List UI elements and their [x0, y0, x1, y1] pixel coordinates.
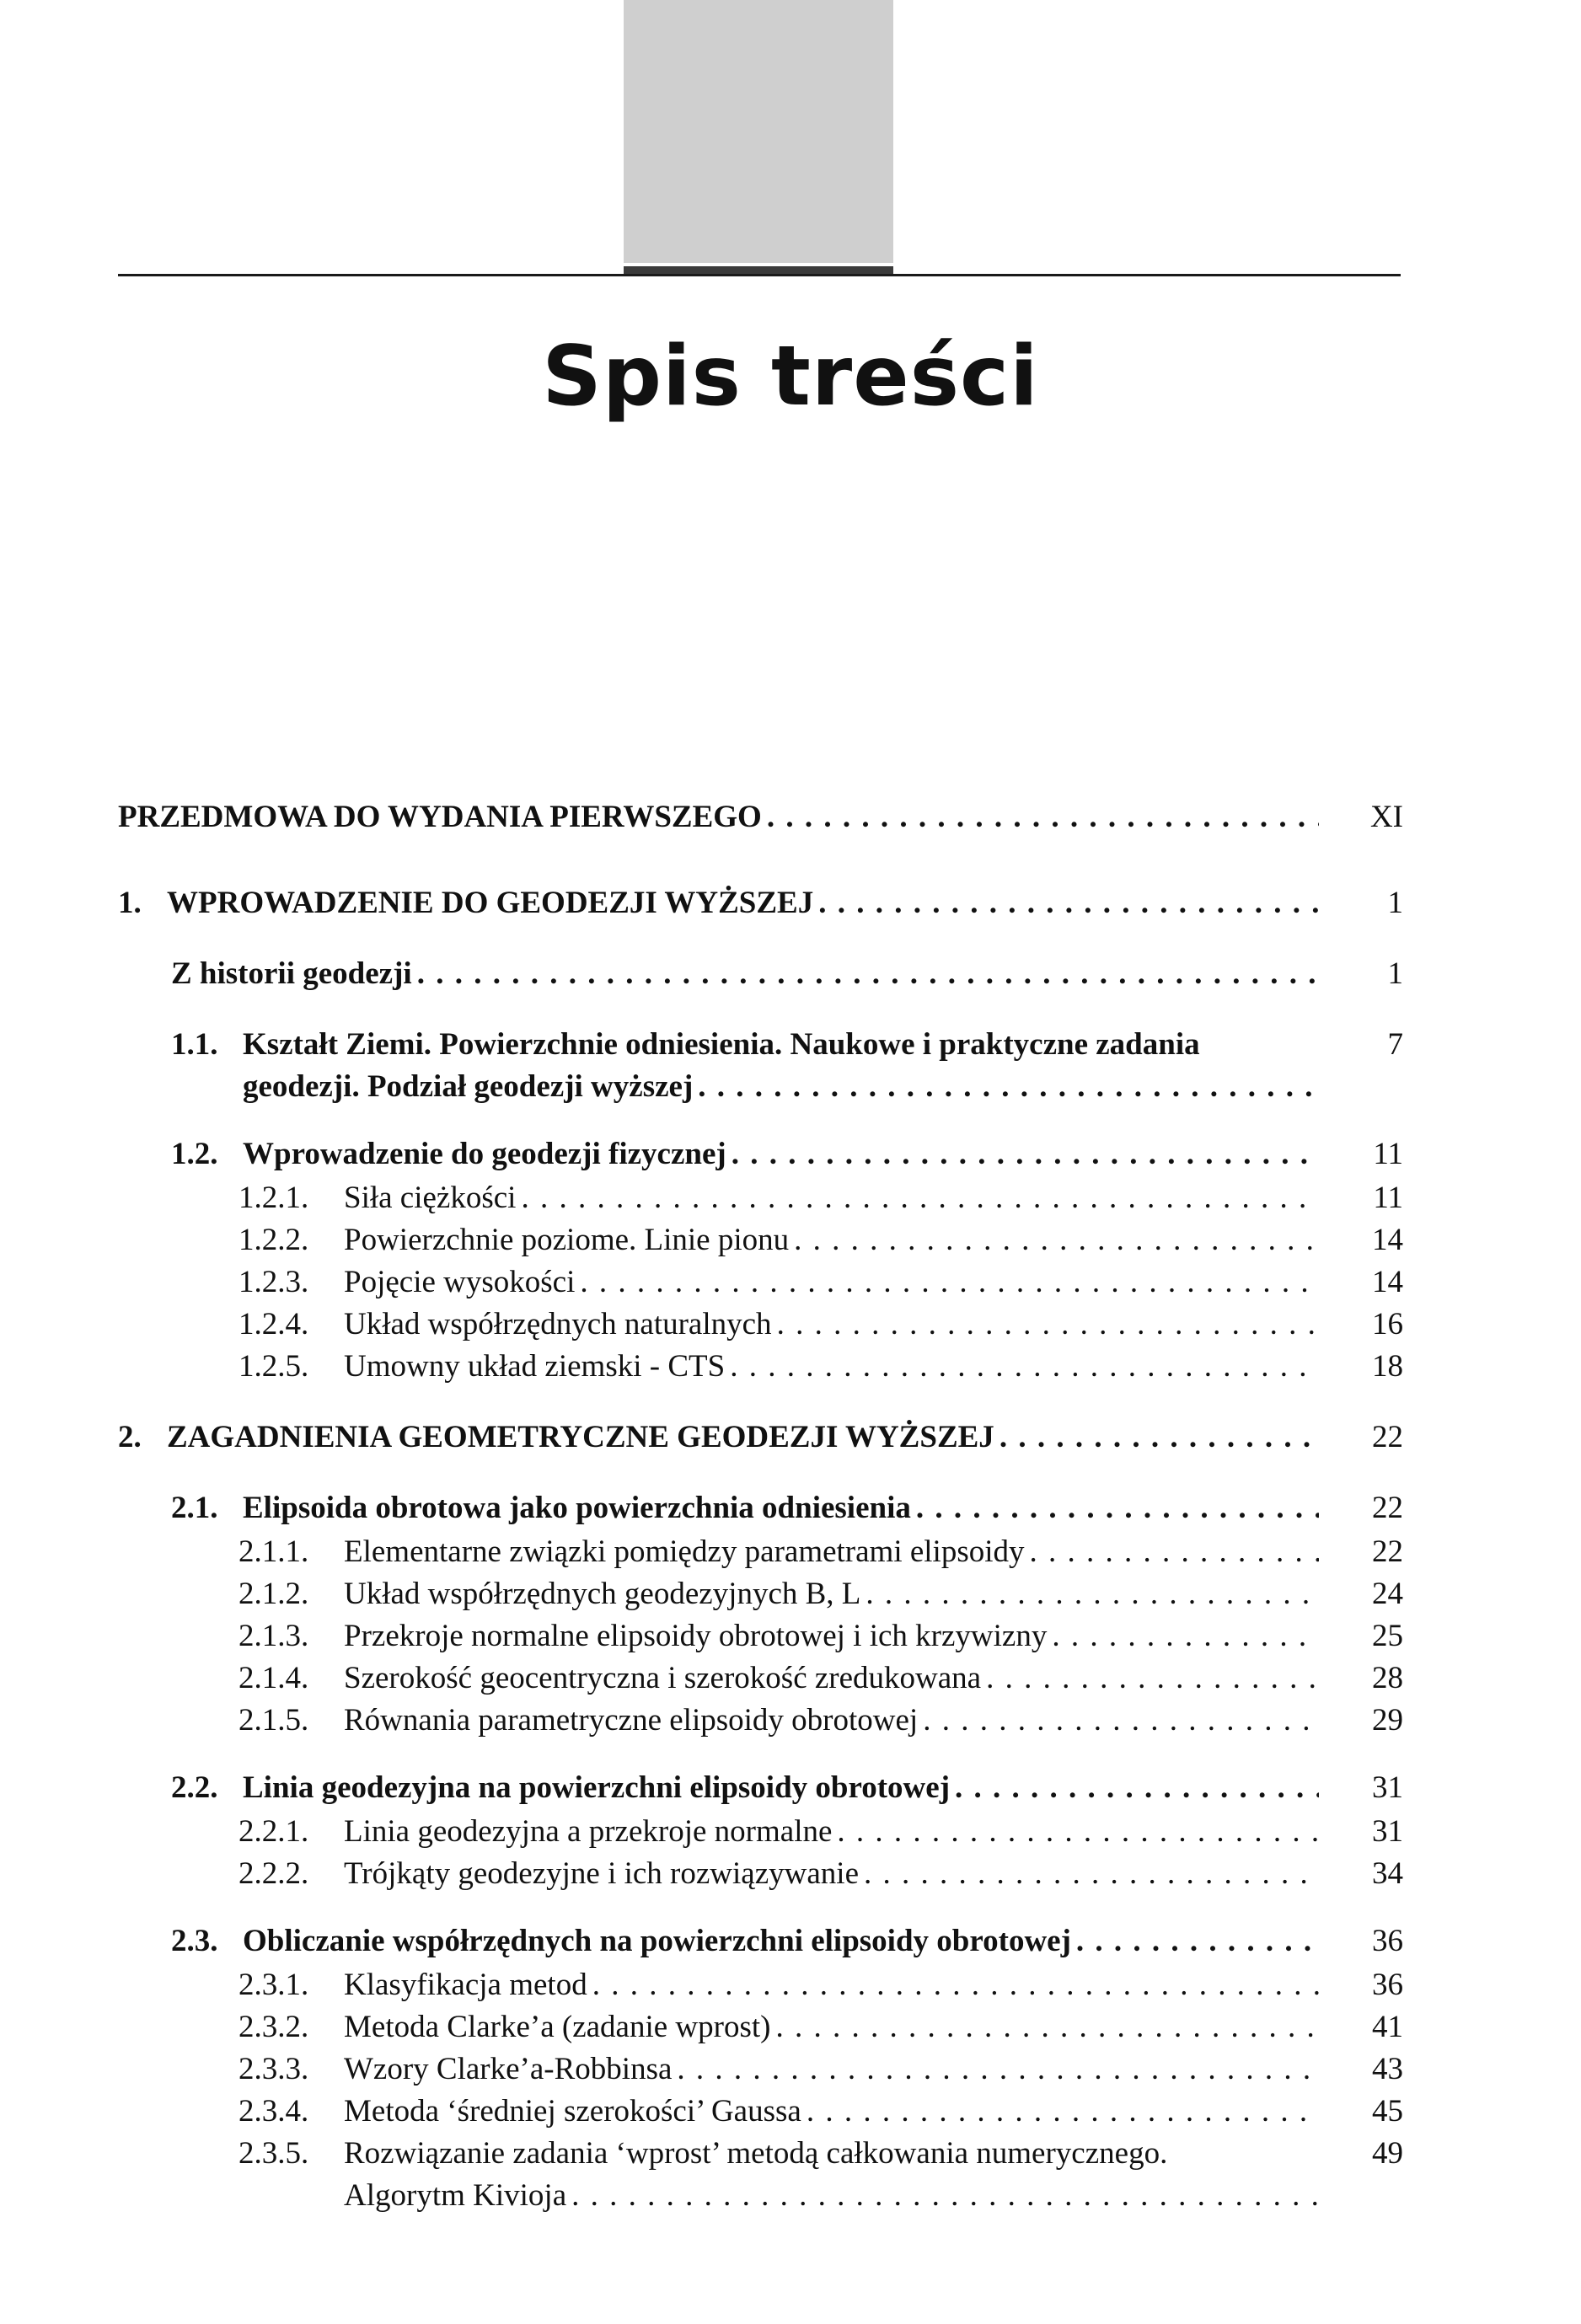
toc-page-number: 7 — [1387, 1027, 1403, 1062]
leader-dots — [412, 953, 1319, 995]
toc-entry-1-1[interactable] — [118, 1024, 1403, 1108]
toc-entry-title-line1: Kształt Ziemi. Powierzchnie odniesienia. Naukowe i praktyczne zadania — [243, 1027, 1200, 1062]
toc-page-number: 25 — [1372, 1619, 1403, 1653]
toc-entry-title: Wprowadzenie do geodezji fizycznej — [243, 1137, 726, 1171]
header-rule — [118, 274, 1401, 276]
toc-entry-number: 1.2.5. — [238, 1349, 309, 1384]
toc-entry-title-line2: geodezji. Podział geodezji wyższej — [243, 1069, 694, 1104]
toc-page-number: 22 — [1372, 1534, 1403, 1569]
toc-entry-title: Z historii geodezji — [171, 956, 412, 991]
leader-dots — [994, 1416, 1319, 1459]
toc-page-number: 1 — [1387, 886, 1403, 920]
toc-entry-1-2-4[interactable] — [118, 1304, 1403, 1346]
toc-entry-number: 2. — [118, 1420, 142, 1454]
leader-dots — [770, 2006, 1319, 2048]
leader-dots — [1047, 1615, 1319, 1657]
toc-page-number: 41 — [1372, 2010, 1403, 2044]
toc-entry-chapter-2[interactable] — [118, 1416, 1403, 1459]
leader-dots — [575, 1261, 1319, 1304]
toc-entry-number: 2.2.1. — [238, 1814, 309, 1849]
toc-entry-title: PRZEDMOWA DO WYDANIA PIERWSZEGO — [118, 800, 762, 834]
toc-entry-2-1-3[interactable] — [118, 1615, 1403, 1657]
toc-entry-2-3-5[interactable] — [118, 2133, 1403, 2217]
toc-entry-number: 1. — [118, 886, 142, 920]
toc-entry-2-2[interactable] — [118, 1767, 1403, 1809]
toc-entry-number: 2.3.5. — [238, 2136, 309, 2171]
toc-entry-title: Trójkąty geodezyjne i ich rozwiązywanie — [344, 1856, 859, 1891]
leader-dots — [762, 796, 1319, 838]
toc-entry-title: Metoda ‘średniej szerokości’ Gaussa — [344, 2094, 801, 2129]
toc-entry-history[interactable] — [118, 953, 1403, 995]
toc-entry-number: 2.2.2. — [238, 1856, 309, 1891]
toc-entry-1-2-3[interactable] — [118, 1261, 1403, 1304]
toc-page-number: 16 — [1372, 1307, 1403, 1341]
toc-entry-1-2-2[interactable] — [118, 1219, 1403, 1261]
page-title: Spis treści — [542, 329, 1039, 425]
toc-page-number: 43 — [1372, 2052, 1403, 2086]
leader-dots — [859, 1853, 1319, 1895]
toc-entry-number: 2.3.2. — [238, 2010, 309, 2044]
toc-entry-chapter-1[interactable] — [118, 882, 1403, 924]
toc-entry-number: 2.3. — [171, 1924, 218, 1958]
toc-page-number: 1 — [1387, 956, 1403, 991]
toc-entry-title: Klasyfikacja metod — [344, 1968, 587, 2002]
toc-page-number: 22 — [1372, 1491, 1403, 1525]
toc-page-number: 22 — [1372, 1420, 1403, 1454]
toc-entry-number: 2.1.3. — [238, 1619, 309, 1653]
toc-entry-2-2-1[interactable] — [118, 1811, 1403, 1853]
toc-entry-title: Pojęcie wysokości — [344, 1265, 576, 1299]
toc-entry-title: Przekroje normalne elipsoidy obrotowej i ich krzywizny — [344, 1619, 1048, 1653]
toc-page-number: 45 — [1372, 2094, 1403, 2129]
toc-entry-number: 1.2.3. — [238, 1265, 309, 1299]
leader-dots — [726, 1133, 1319, 1175]
leader-dots — [950, 1767, 1319, 1809]
toc-entry-title: Powierzchnie poziome. Linie pionu — [344, 1223, 790, 1257]
leader-dots — [813, 882, 1319, 924]
toc-entry-number: 1.2. — [171, 1137, 218, 1171]
toc-page-number: 18 — [1372, 1349, 1403, 1384]
table-of-contents — [118, 796, 1403, 2217]
toc-entry-number: 2.3.4. — [238, 2094, 309, 2129]
toc-entry-1-2[interactable] — [118, 1133, 1403, 1175]
toc-entry-title: WPROWADZENIE DO GEODEZJI WYŻSZEJ — [167, 886, 814, 920]
leader-dots — [911, 1487, 1319, 1529]
toc-entry-number: 2.3.3. — [238, 2052, 309, 2086]
toc-entry-2-2-2[interactable] — [118, 1853, 1403, 1895]
toc-entry-title: Elipsoida obrotowa jako powierzchnia odniesienia — [243, 1491, 911, 1525]
toc-entry-2-1-2[interactable] — [118, 1573, 1403, 1615]
toc-entry-2-3-4[interactable] — [118, 2091, 1403, 2133]
toc-entry-preface[interactable] — [118, 796, 1403, 838]
toc-entry-number: 2.1.2. — [238, 1577, 309, 1611]
toc-entry-1-2-1[interactable] — [118, 1177, 1403, 1219]
toc-page-number: 34 — [1372, 1856, 1403, 1891]
toc-page-number: 36 — [1372, 1924, 1403, 1958]
toc-page-number: 29 — [1372, 1703, 1403, 1738]
toc-entry-title: Obliczanie współrzędnych na powierzchni elipsoidy obrotowej — [243, 1924, 1071, 1958]
leader-dots — [918, 1700, 1319, 1742]
toc-entry-2-1-5[interactable] — [118, 1700, 1403, 1742]
toc-entry-number: 2.1.4. — [238, 1661, 309, 1695]
toc-entry-number: 2.1.1. — [238, 1534, 309, 1569]
leader-dots — [772, 1304, 1319, 1346]
toc-entry-2-3-2[interactable] — [118, 2006, 1403, 2048]
toc-entry-title-line2: Algorytm Kivioja — [344, 2178, 567, 2213]
toc-entry-title: Układ współrzędnych geodezyjnych B, L — [344, 1577, 861, 1611]
leader-dots — [725, 1346, 1319, 1388]
toc-entry-number: 1.2.2. — [238, 1223, 309, 1257]
toc-entry-title: Linia geodezyjna na powierzchni elipsoidy obrotowej — [243, 1770, 951, 1805]
toc-entry-title: Szerokość geocentryczna i szerokość zredukowana — [344, 1661, 982, 1695]
toc-entry-title: Równania parametryczne elipsoidy obrotowej — [344, 1703, 919, 1738]
toc-entry-2-3-1[interactable] — [118, 1964, 1403, 2006]
toc-page-number: 11 — [1373, 1137, 1403, 1171]
leader-dots — [516, 1177, 1319, 1219]
toc-entry-title: Elementarne związki pomiędzy parametrami elipsoidy — [344, 1534, 1025, 1569]
toc-entry-number: 2.3.1. — [238, 1968, 309, 2002]
leader-dots — [672, 2048, 1319, 2091]
toc-page-number: 14 — [1372, 1223, 1403, 1257]
toc-entry-title-line1: Rozwiązanie zadania ‘wprost’ metodą całkowania numerycznego. — [344, 2136, 1168, 2171]
leader-dots — [981, 1657, 1319, 1700]
toc-entry-number: 2.1. — [171, 1491, 218, 1525]
toc-entry-title: Umowny układ ziemski - CTS — [344, 1349, 726, 1384]
leader-dots — [1071, 1920, 1319, 1963]
toc-entry-title: ZAGADNIENIA GEOMETRYCZNE GEODEZJI WYŻSZEJ — [167, 1420, 994, 1454]
toc-entry-2-3-3[interactable] — [118, 2048, 1403, 2091]
toc-entry-number: 1.1. — [171, 1027, 218, 1062]
toc-entry-title: Metoda Clarke’a (zadanie wprost) — [344, 2010, 771, 2044]
toc-entry-title: Siła ciężkości — [344, 1181, 517, 1215]
toc-entry-2-1[interactable] — [118, 1487, 1403, 1529]
leader-dots — [587, 1964, 1319, 2006]
header-gray-tab — [624, 0, 893, 263]
toc-page-number: 31 — [1372, 1770, 1403, 1805]
toc-entry-2-3[interactable] — [118, 1920, 1403, 1963]
toc-page-number: 31 — [1372, 1814, 1403, 1849]
leader-dots — [860, 1573, 1319, 1615]
leader-dots — [1025, 1531, 1319, 1573]
toc-entry-title: Linia geodezyjna a przekroje normalne — [344, 1814, 833, 1849]
leader-dots — [789, 1219, 1319, 1261]
toc-entry-title: Wzory Clarke’a-Robbinsa — [344, 2052, 673, 2086]
toc-page-number: 49 — [1372, 2136, 1403, 2171]
toc-entry-number: 2.1.5. — [238, 1703, 309, 1738]
leader-dots — [693, 1066, 1319, 1108]
leader-dots — [832, 1811, 1319, 1853]
toc-page-number: 14 — [1372, 1265, 1403, 1299]
leader-dots — [566, 2175, 1319, 2217]
leader-dots — [801, 2091, 1319, 2133]
toc-entry-2-1-4[interactable] — [118, 1657, 1403, 1700]
toc-page-number: 28 — [1372, 1661, 1403, 1695]
toc-entry-number: 1.2.1. — [238, 1181, 309, 1215]
toc-entry-title: Układ współrzędnych naturalnych — [344, 1307, 772, 1341]
toc-entry-2-1-1[interactable] — [118, 1531, 1403, 1573]
toc-page-number: 11 — [1373, 1181, 1403, 1215]
toc-page-number: XI — [1369, 800, 1403, 834]
toc-page-number: 24 — [1372, 1577, 1403, 1611]
toc-page-number: 36 — [1372, 1968, 1403, 2002]
toc-entry-number: 1.2.4. — [238, 1307, 309, 1341]
toc-entry-number: 2.2. — [171, 1770, 218, 1805]
toc-entry-1-2-5[interactable] — [118, 1346, 1403, 1388]
